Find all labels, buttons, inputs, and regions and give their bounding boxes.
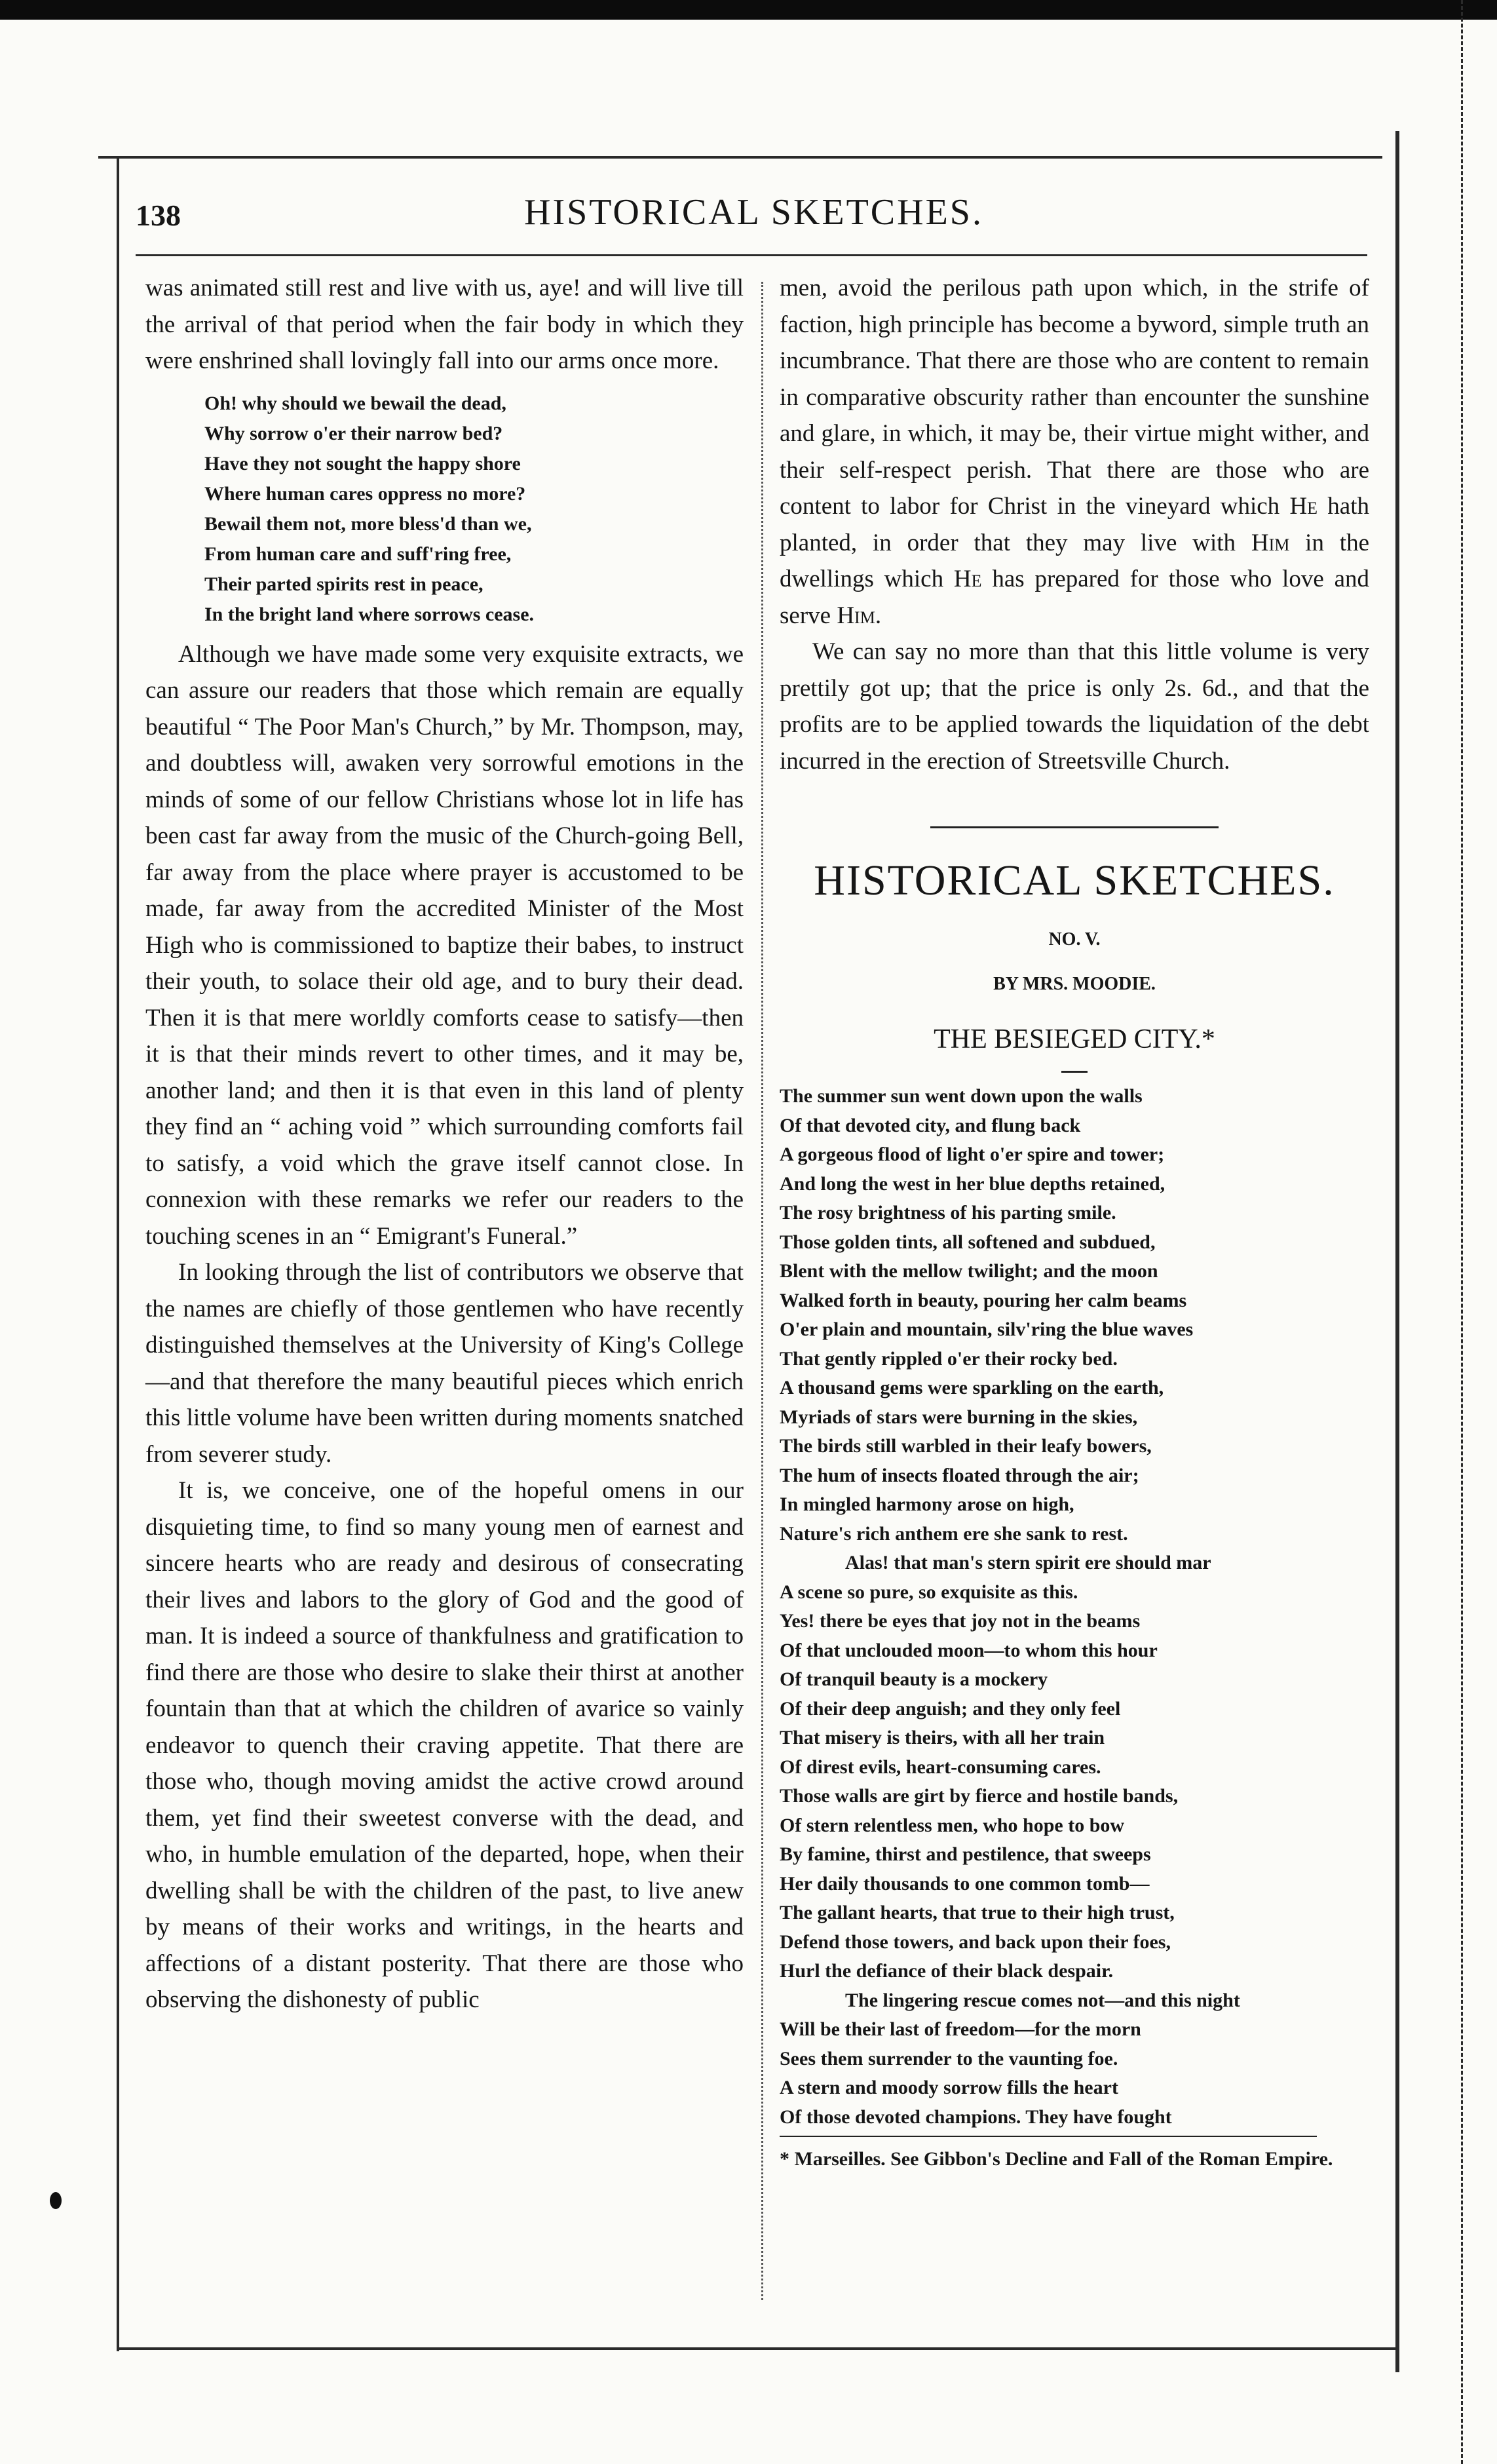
- poem-line: The lingering rescue comes not—and this night: [845, 1989, 1240, 2011]
- text-run: .: [875, 602, 882, 629]
- left-paragraph-1: was animated still rest and live with us, aye! and will live till the arrival of that period when the fair body in which they were enshrined shall lovingly fall into our arms once more.: [145, 275, 744, 374]
- poem-line: Will be their last of freedom—for the morn: [780, 2018, 1141, 2040]
- page-border-top: [98, 156, 1382, 159]
- right-paragraph-2: We can say no more than that this little volume is very prettily got up; that the price is only 2s. 6d., and that the profits are to be applied towards the liquidation of the debt incurred in the erection of Streetsville Church.: [780, 638, 1369, 775]
- page-number: 138: [136, 199, 181, 232]
- poem-line: In the bright land where sorrows cease.: [204, 603, 535, 625]
- poem-title-rule: [1061, 1071, 1088, 1073]
- page-border-left: [117, 156, 119, 2351]
- poem-line: The birds still warbled in their leafy bowers,: [780, 1435, 1152, 1457]
- running-title: HISTORICAL SKETCHES.: [524, 192, 983, 233]
- poem-title: THE BESIEGED CITY.*: [934, 1024, 1215, 1054]
- poem-line: Yes! there be eyes that joy not in the beams: [780, 1610, 1141, 1632]
- poem-line: A gorgeous flood of light o'er spire and tower;: [780, 1144, 1165, 1165]
- page-border-bottom: [117, 2347, 1397, 2350]
- poem-line: The gallant hearts, that true to their high trust,: [780, 1902, 1175, 1923]
- poem-line: Where human cares oppress no more?: [204, 482, 526, 505]
- top-page-edge: [0, 0, 1497, 20]
- text-run: He: [1289, 493, 1318, 520]
- poem-line: Of that unclouded moon—to whom this hour: [780, 1639, 1158, 1661]
- poem-line: Their parted spirits rest in peace,: [204, 573, 483, 595]
- poem-line: Sees them surrender to the vaunting foe.: [780, 2047, 1118, 2069]
- poem-line: Oh! why should we bewail the dead,: [204, 392, 506, 414]
- poem-line: Why sorrow o'er their narrow bed?: [204, 422, 503, 444]
- column-divider: [761, 282, 763, 2300]
- poem-line: Of those devoted champions. They have fought: [780, 2106, 1172, 2128]
- ink-blot: [50, 2192, 62, 2209]
- besieged-city-poem: [780, 1082, 1369, 2132]
- right-column: [780, 270, 1369, 2174]
- poem-line: Of tranquil beauty is a mockery: [780, 1668, 1048, 1690]
- poem-line: Alas! that man's stern spirit ere should mar: [845, 1552, 1211, 1573]
- poem-line: The rosy brightness of his parting smile.: [780, 1202, 1116, 1223]
- poem-line: Hurl the defiance of their black despair.: [780, 1960, 1114, 1982]
- poem-line: Have they not sought the happy shore: [204, 452, 521, 474]
- text-run: Him: [1251, 529, 1290, 556]
- text-run: in the dwellings which: [780, 529, 1369, 592]
- poem-line: By famine, thirst and pestilence, that sweeps: [780, 1843, 1151, 1865]
- left-column: [145, 270, 744, 2018]
- poem-line: Defend those towers, and back upon their foes,: [780, 1931, 1171, 1953]
- footnote-rule: [780, 2136, 1317, 2137]
- poem-line: Those walls are girt by fierce and hostile bands,: [780, 1785, 1179, 1807]
- elegy-poem: [204, 389, 744, 630]
- footnote: * Marseilles. See Gibbon's Decline and Fall of the Roman Empire.: [780, 2148, 1333, 2170]
- text-run: He: [953, 566, 982, 592]
- section-rule: [930, 826, 1219, 828]
- byline: BY MRS. MOODIE.: [993, 974, 1156, 994]
- poem-line: Bewail them not, more bless'd than we,: [204, 512, 532, 535]
- right-paragraph-1: [780, 270, 1369, 634]
- poem-line: A scene so pure, so exquisite as this.: [780, 1581, 1078, 1603]
- poem-line: That misery is theirs, with all her train: [780, 1727, 1105, 1748]
- poem-line: From human care and suff'ring free,: [204, 543, 512, 565]
- section-title: HISTORICAL SKETCHES.: [814, 857, 1335, 904]
- poem-line: Her daily thousands to one common tomb—: [780, 1872, 1150, 1895]
- poem-line: Myriads of stars were burning in the skies,: [780, 1406, 1138, 1428]
- left-paragraph-3: In looking through the list of contributors we observe that the names are chiefly of those gentlemen who have recently distinguished themselves at the University of King's College—and that therefore the many beautiful pieces which enrich this little volume have been written during moments snatched from severer study.: [145, 1259, 744, 1468]
- left-paragraph-4: It is, we conceive, one of the hopeful omens in our disquieting time, to find so many young men of earnest and sincere hearts who are ready and desirous of consecrating their lives and labors to the glory of God and the good of man. It is indeed a source of thankfulness and gratification to find there are those who desire to slake their thirst at another fountain than that at which the children of avarice so vainly endeavor to quench their craving appetite. That there are those who, though moving amidst the active crowd around them, yet find their sweetest converse with the dead, and who, in humble emulation of the departed, hope, when their dwelling shall be with the children of the past, to live anew by means of their works and writings, in the hearts and affections of a distant posterity. That there are those who observing the dishonesty of public: [145, 1477, 744, 2013]
- page-border-right: [1395, 131, 1399, 2372]
- left-paragraph-2: Although we have made some very exquisite extracts, we can assure our readers that those which remain are equally beautiful “ The Poor Man's Church,” by Mr. Thompson, may, and doubtless will, awaken very sorrowful emotions in the minds of some of our fellow Christians whose lot in life has been cast far away from the music of the Church-going Bell, far away from the place where prayer is accustomed to be made, far away from the accredited Minister of the Most High who is commissioned to baptize their babes, to instruct their youth, to solace their old age, and to bury their dead. Then it is that mere worldly comforts cease to satisfy—then it is that their minds revert to other times, and it may be, another land; and then it is that even in this land of plenty they find an “ aching void ” which surrounding comforts fail to satisfy, a void which the grave itself cannot close. In connexion with these remarks we refer our readers to the touching scenes in an “ Emigrant's Funeral.”: [145, 640, 744, 1250]
- text-run: Him: [837, 602, 875, 629]
- text-run: hath planted, in order that they may live with: [780, 493, 1370, 556]
- section-number: NO. V.: [1048, 929, 1101, 950]
- poem-line: Of stern relentless men, who hope to bow: [780, 1814, 1125, 1836]
- poem-line: Blent with the mellow twilight; and the moon: [780, 1260, 1158, 1282]
- poem-line: A thousand gems were sparkling on the earth,: [780, 1377, 1164, 1398]
- poem-line: The hum of insects floated through the air;: [780, 1464, 1139, 1486]
- poem-line: The summer sun went down upon the walls: [780, 1085, 1143, 1107]
- poem-line: Of that devoted city, and flung back: [780, 1114, 1081, 1136]
- poem-line: Nature's rich anthem ere she sank to rest.: [780, 1522, 1128, 1545]
- poem-line: Those golden tints, all softened and subdued,: [780, 1231, 1156, 1253]
- poem-line: That gently rippled o'er their rocky bed.: [780, 1347, 1118, 1370]
- poem-line: O'er plain and mountain, silv'ring the blue waves: [780, 1319, 1194, 1340]
- poem-line: In mingled harmony arose on high,: [780, 1493, 1074, 1515]
- poem-line: Walked forth in beauty, pouring her calm beams: [780, 1289, 1187, 1311]
- poem-line: Of direst evils, heart-consuming cares.: [780, 1756, 1101, 1778]
- poem-line: And long the west in her blue depths retained,: [780, 1172, 1165, 1195]
- header-rule: [136, 254, 1367, 256]
- text-run: men, avoid the perilous path upon which, in the strife of faction, high principle has become a byword, simple truth an incumbrance. That there are those who are content to remain in comparative obscurity rather than encounter the sunshine and glare, in which, it may be, their virtue might wither, and their self-respect perish. That there are those who are content to labor for Christ in the vineyard which: [780, 275, 1369, 520]
- text-run: has prepared for those who love and serve: [780, 566, 1369, 629]
- binding-edge: [1461, 0, 1463, 2464]
- poem-line: Of their deep anguish; and they only feel: [780, 1697, 1121, 1720]
- poem-line: A stern and moody sorrow fills the heart: [780, 2077, 1118, 2098]
